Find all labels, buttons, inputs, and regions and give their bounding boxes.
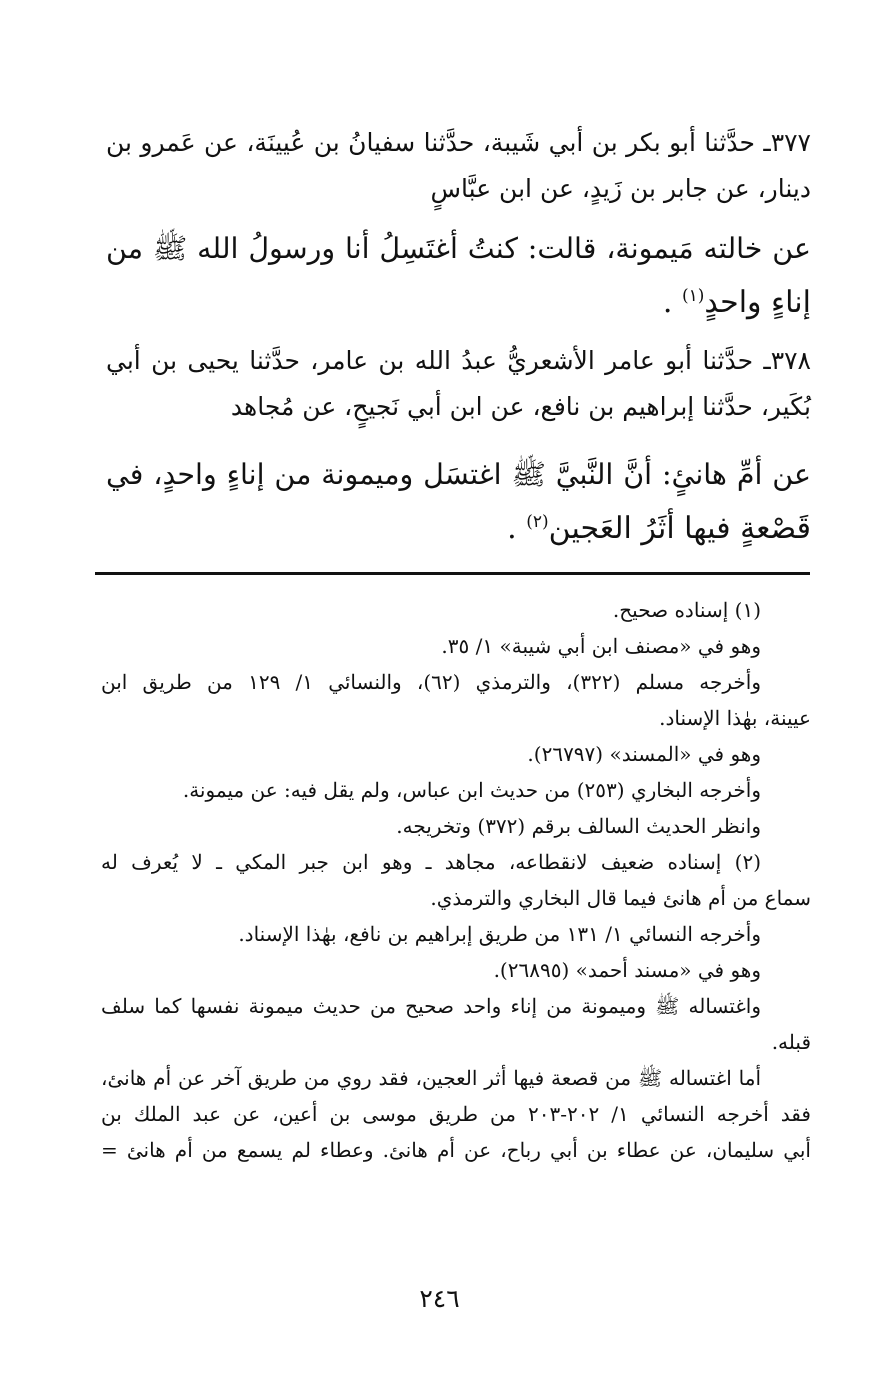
footnote-line: سماع من أم هانئ فيما قال البخاري والترمذي.: [430, 886, 811, 910]
footnote-ref-2: (٢): [526, 512, 549, 532]
footnote-line: (١) إسناده صحيح.: [612, 598, 761, 622]
matn-text: إناءٍ واحدٍ: [704, 285, 811, 320]
isnad-line: ٣٧٨ـ حدَّثنا أبو عامر الأشعريُّ عبدُ الله بن عامر، حدَّثنا يحيى بن أبي: [106, 346, 811, 375]
footnote-line: وأخرجه البخاري (٢٥٣) من حديث ابن عباس، ولم يقل فيه: عن ميمونة.: [182, 778, 761, 802]
footnote-line: قبله.: [771, 1030, 811, 1054]
footnote-line: وهو في «مسند أحمد» (٢٦٨٩٥).: [493, 958, 761, 982]
isnad-line: بُكَير، حدَّثنا إبراهيم بن نافع، عن ابن أبي نَجيحٍ، عن مُجاهد: [230, 392, 811, 421]
footnote-line: وأخرجه النسائي ١/ ١٣١ من طريق إبراهيم بن نافع، بهٰذا الإسناد.: [238, 922, 761, 946]
footnote-ref-1: (١): [681, 286, 705, 306]
isnad-line: ٣٧٧ـ حدَّثنا أبو بكر بن أبي شَيبة، حدَّثنا سفيانُ بن عُيينَة، عن عَمرو بن: [106, 128, 811, 157]
page-number: ٢٤٦: [419, 1284, 460, 1313]
matn-line: عن أمِّ هانئٍ: أنَّ النَّبيَّ ﷺ اغتسَل وميمونة من إناءٍ واحدٍ، في: [106, 458, 811, 491]
hadith-378-isnad: [106, 338, 811, 430]
footnote-line: أبي سليمان، عن عطاء بن أبي رباح، عن أم هانئ. وعطاء لم يسمع من أم هانئ =: [101, 1138, 811, 1162]
hadith-377-isnad: [106, 120, 811, 212]
footnote-line: وأخرجه مسلم (٣٢٢)، والترمذي (٦٢)، والنسائي ١/ ١٢٩ من طريق ابن: [101, 670, 761, 694]
footnote-line: فقد أخرجه النسائي ١/ ٢٠٢-٢٠٣ من طريق موسى بن أعين، عن عبد الملك بن: [101, 1102, 811, 1126]
footnote-line: واغتساله ﷺ وميمونة من إناء واحد صحيح من حديث ميمونة نفسها كما سلف: [101, 994, 761, 1018]
matn-line: عن خالته مَيمونة، قالت: كنتُ أغتَسِلُ أنا ورسولُ الله ﷺ من: [106, 232, 811, 265]
footnote-line: وهو في «المسند» (٢٦٧٩٧).: [527, 742, 761, 766]
footnote-line: وهو في «مصنف ابن أبي شيبة» ١/ ٣٥.: [441, 634, 761, 658]
footnote-line: وانظر الحديث السالف برقم (٣٧٢) وتخريجه.: [396, 814, 761, 838]
matn-line-last: [106, 502, 811, 556]
hadith-378-matn: [106, 448, 811, 556]
footnote-line: (٢) إسناده ضعيف لانقطاعه، مجاهد ـ وهو ابن جبر المكي ـ لا يُعرف له: [101, 850, 761, 874]
period: .: [662, 285, 673, 320]
matn-text: قَصْعةٍ فيها أثَرُ العَجين: [548, 511, 811, 546]
footnote-line: أما اغتساله ﷺ من قصعة فيها أثر العجين، فقد روي من طريق آخر عن أم هانئ،: [101, 1066, 761, 1090]
footnotes: [101, 592, 811, 1168]
footnote-line: عيينة، بهٰذا الإسناد.: [659, 706, 811, 730]
footnote-separator: [95, 572, 810, 575]
hadith-377-matn: [106, 222, 811, 330]
isnad-line: دينار، عن جابر بن زَيدٍ، عن ابن عبَّاسٍ: [430, 174, 811, 203]
matn-line-last: [106, 276, 811, 330]
period: .: [507, 511, 517, 546]
